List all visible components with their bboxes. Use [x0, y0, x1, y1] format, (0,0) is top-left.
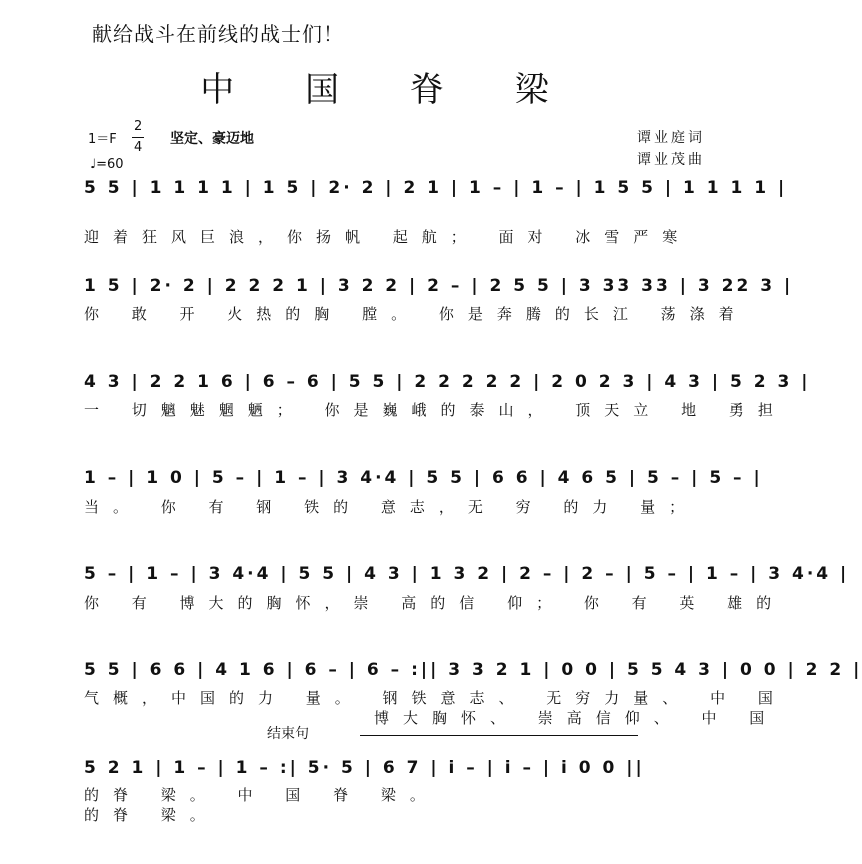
lyric-line: 当。 你 有 钢 铁的 意志，无 穷 的力 量；	[84, 498, 699, 516]
lyric-line: 迎着狂风巨浪，你扬帆 起航； 面对 冰雪严寒	[84, 228, 692, 246]
staff-line-2	[80, 276, 794, 336]
notation-line: 5 2 1 | 1 – | 1 – :| 5· 5 | 6 7 | i – | i – | i 0 0 ||	[84, 758, 645, 778]
ending-bracket	[360, 735, 638, 736]
staff-line-1	[80, 178, 788, 248]
time-signature-bottom: 4	[134, 140, 143, 155]
lyric-line-second-verse: 的脊 梁。	[84, 806, 219, 824]
notation-line: 5 – | 1 – | 3 4·4 | 5 5 | 4 3 | 1 3 2 | 2 – | 2 – | 5 – | 1 – | 3 4·4 |	[84, 564, 850, 584]
staff-line-4	[80, 468, 763, 528]
staff-line-3	[80, 372, 811, 432]
key-signature: 1＝F	[88, 132, 117, 147]
lyric-line: 你 有 博大的胸怀，崇 高的信 仰； 你 有 英 雄的	[84, 594, 786, 612]
staff-line-5	[80, 564, 850, 624]
metronome-mark: ♩=60	[90, 157, 124, 172]
dedication: 献给战斗在前线的战士们！	[92, 22, 344, 46]
notation-line: 1 – | 1 0 | 5 – | 1 – | 3 4·4 | 5 5 | 6 6 | 4 6 5 | 5 – | 5 – |	[84, 468, 763, 488]
time-signature-top: 2	[134, 119, 143, 134]
lyric-line-second-verse: 博大胸怀、 崇高信仰、 中 国	[374, 709, 779, 727]
lyric-line: 一 切魑魅魍魉； 你是巍峨的泰山， 顶天立 地 勇担	[84, 401, 787, 419]
staff-line-6	[80, 660, 862, 730]
lyric-line: 你 敢 开 火热的胸 膛。 你是奔腾的长江 荡涤着	[84, 305, 748, 323]
ending-label: 结束句	[267, 726, 309, 742]
lyricist-credit: 谭业庭词	[637, 130, 705, 146]
lyric-line: 气概，中国的力 量。 钢铁意志、 无穷力量、 中 国	[84, 689, 787, 707]
notation-line: 5 5 | 1 1 1 1 | 1 5 | 2· 2 | 2 1 | 1 – | 1 – | 1 5 5 | 1 1 1 1 |	[84, 178, 788, 198]
composer-credit: 谭业茂曲	[637, 152, 705, 168]
lyric-line: 的脊 梁。 中 国 脊 梁。	[84, 786, 439, 804]
tempo-marking: 坚定、豪迈地	[170, 131, 254, 147]
notation-line: 5 5 | 6 6 | 4 1 6 | 6 – | 6 – :|| 3 3 2 1 | 0 0 | 5 5 4 3 | 0 0 | 2 2 |	[84, 660, 862, 680]
staff-line-7	[80, 758, 740, 828]
song-title: 中 国 脊 梁	[200, 70, 579, 110]
notation-line: 1 5 | 2· 2 | 2 2 2 1 | 3 2 2 | 2 – | 2 5 5 | 3 33 33 | 3 22 3 |	[84, 276, 794, 296]
time-signature-line	[132, 137, 144, 138]
notation-line: 4 3 | 2 2 1 6 | 6 – 6 | 5 5 | 2 2 2 2 2 | 2 0 2 3 | 4 3 | 5 2 3 |	[84, 372, 811, 392]
